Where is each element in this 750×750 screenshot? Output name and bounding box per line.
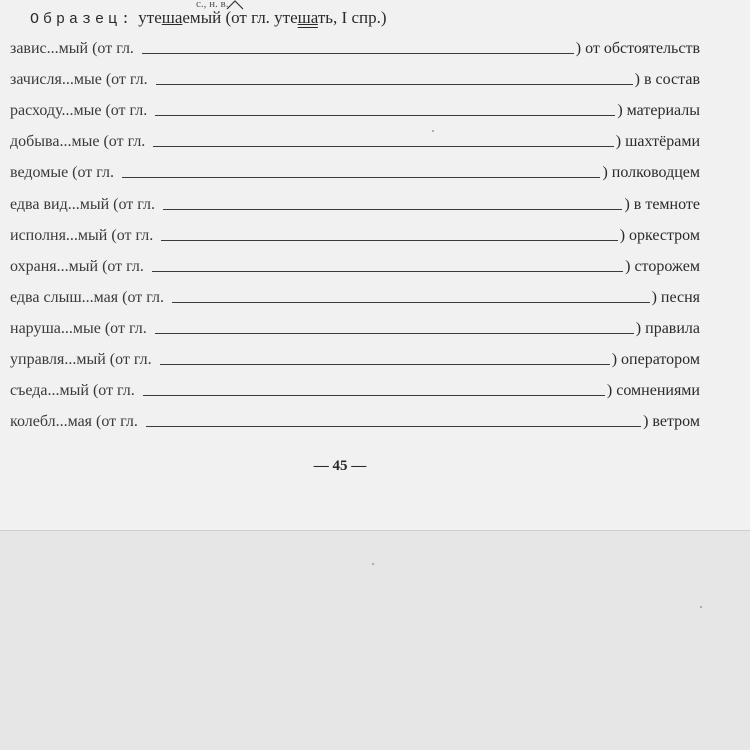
exercise-context: ) от обстоятельств <box>575 40 700 57</box>
background-surface <box>0 531 750 750</box>
exercise-row <box>10 129 700 151</box>
exercise-word: расходу...мые (от гл. <box>10 102 148 120</box>
answer-blank[interactable] <box>156 83 633 85</box>
exercise-row <box>10 36 700 58</box>
exercise-word: завис...мый (от гл. <box>10 40 134 57</box>
answer-blank[interactable] <box>152 270 623 272</box>
page-number: — 45 — <box>313 458 367 474</box>
exercise-word: едва вид...мый (от гл. <box>10 195 156 213</box>
exercise-row <box>10 285 700 307</box>
exercise-word: съеда...мый (от гл. <box>10 382 135 400</box>
sample-label: Образец: <box>30 11 135 28</box>
exercise-word: исполня...мый (от гл. <box>10 226 154 244</box>
answer-blank[interactable] <box>155 114 615 116</box>
answer-blank[interactable] <box>146 425 641 427</box>
exercise-row <box>10 160 700 182</box>
exercise-context: ) материалы <box>617 102 700 120</box>
sample-line <box>30 8 387 28</box>
answer-blank[interactable] <box>143 394 605 396</box>
exercise-word: зачисля...мые (от гл. <box>10 71 148 89</box>
answer-blank[interactable] <box>142 52 574 54</box>
answer-blank[interactable] <box>160 363 610 365</box>
exercise-word: управля...мый (от гл. <box>10 351 152 368</box>
exercise-row <box>10 316 700 338</box>
exercise-row <box>10 347 700 369</box>
sample-underlined-2: ша <box>297 8 318 27</box>
exercise-row <box>10 409 700 431</box>
sample-word-post: ть, I спр.) <box>317 8 387 27</box>
exercise-context: ) песня <box>651 288 700 306</box>
sample-word-mid: емый (от гл. уте <box>182 8 298 27</box>
answer-blank[interactable] <box>161 239 617 241</box>
exercise-word: добыва...мые (от гл. <box>10 133 146 151</box>
exercise-context: ) оператором <box>611 351 700 368</box>
exercise-row <box>10 67 700 89</box>
answer-blank[interactable] <box>153 145 613 147</box>
exercise-row <box>10 98 700 120</box>
answer-blank[interactable] <box>163 208 622 210</box>
exercise-context: ) правила <box>635 319 700 337</box>
exercise-word: едва слыш...мая (от гл. <box>10 288 164 306</box>
hint-text: с., н. в. <box>196 0 229 10</box>
sample-underlined-1: ша <box>161 8 183 27</box>
answer-blank[interactable] <box>172 301 650 303</box>
exercise-word: ведомые (от гл. <box>10 164 115 182</box>
exercise-row <box>10 254 700 276</box>
paper-speck <box>700 606 702 608</box>
exercise-context: ) оркестром <box>619 226 700 244</box>
exercise-row <box>10 378 700 400</box>
exercise-context: ) сомнениями <box>606 382 700 400</box>
exercise-row <box>10 192 700 214</box>
exercise-word: колебл...мая (от гл. <box>10 413 138 431</box>
exercise-context: ) в темноте <box>624 195 700 213</box>
sample-word-pre: уте <box>138 8 162 27</box>
paper-speck <box>372 563 374 565</box>
exercise-context: ) шахтёрами <box>615 133 700 151</box>
exercise-word: охраня...мый (от гл. <box>10 257 144 275</box>
exercise-context: ) ветром <box>643 413 700 431</box>
exercise-context: ) полководцем <box>602 164 700 182</box>
exercise-row <box>10 223 700 245</box>
exercise-context: ) сторожем <box>625 257 700 275</box>
exercise-context: ) в состав <box>634 71 700 89</box>
paper-speck <box>432 130 434 132</box>
exercise-word: наруша...мые (от гл. <box>10 319 147 337</box>
answer-blank[interactable] <box>122 176 600 178</box>
answer-blank[interactable] <box>155 332 634 334</box>
